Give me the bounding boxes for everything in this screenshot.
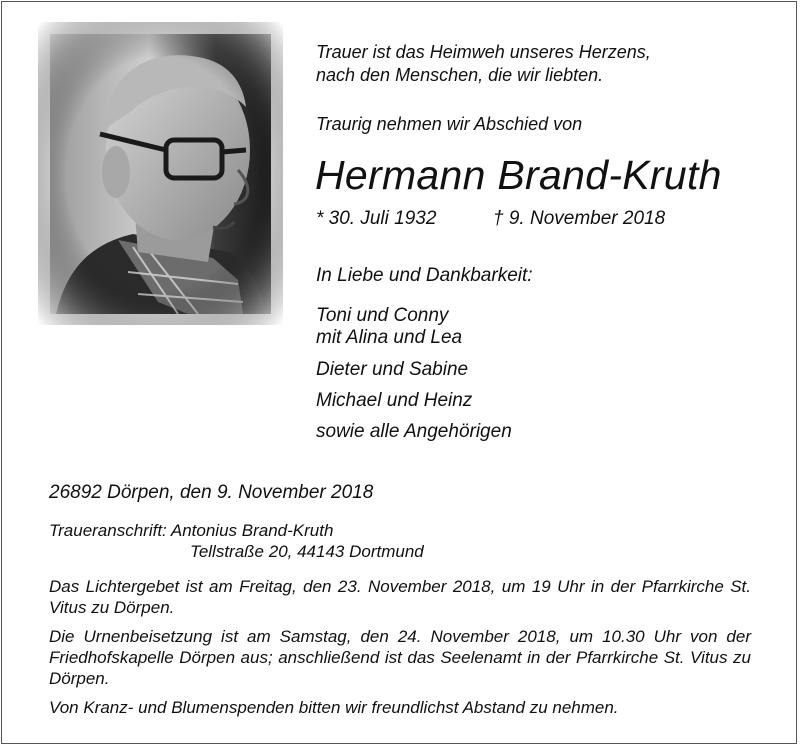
intro-text: Traurig nehmen wir Abschied von: [316, 114, 583, 134]
quote-line-1: Trauer ist das Heimweh unseres Herzens,: [316, 42, 651, 62]
mourner-line: Toni und Conny: [316, 305, 449, 326]
death-date: † 9. November 2018: [493, 208, 666, 229]
mourner-line: sowie alle Angehörigen: [316, 421, 512, 442]
quote-line-2: nach den Menschen, die wir liebten.: [316, 65, 604, 85]
flowers-paragraph: Von Kranz- und Blumenspenden bitten wir freundlichst Abstand zu nehmen.: [49, 698, 619, 717]
birth-date: * 30. Juli 1932: [316, 208, 437, 229]
prayer-paragraph: Das Lichtergebet ist am Freitag, den 23. November 2018, um 19 Uhr in der Pfarrkirche St. Vitus zu Dörpen.: [49, 577, 751, 617]
portrait-photo: [38, 22, 283, 325]
burial-paragraph: Die Urnenbeisetzung ist am Samstag, den 24. November 2018, um 10.30 Uhr von der Friedhofskapelle Dörpen aus; anschließend ist das Seelenamt in der Pfarrkirche St. Vitus zu Dörpen.: [49, 627, 751, 688]
mourner-line: Michael und Heinz: [316, 390, 473, 411]
address-label: Traueranschrift: Antonius Brand-Kruth: [49, 521, 334, 540]
mourner-line: mit Alina und Lea: [316, 327, 463, 348]
gratitude-heading: In Liebe und Dankbarkeit:: [316, 265, 533, 286]
mourner-line: Dieter und Sabine: [316, 359, 469, 380]
place-date: 26892 Dörpen, den 9. November 2018: [49, 482, 374, 503]
address-street: Tellstraße 20, 44143 Dortmund: [190, 542, 424, 561]
deceased-name: Hermann Brand-Kruth: [315, 152, 722, 198]
